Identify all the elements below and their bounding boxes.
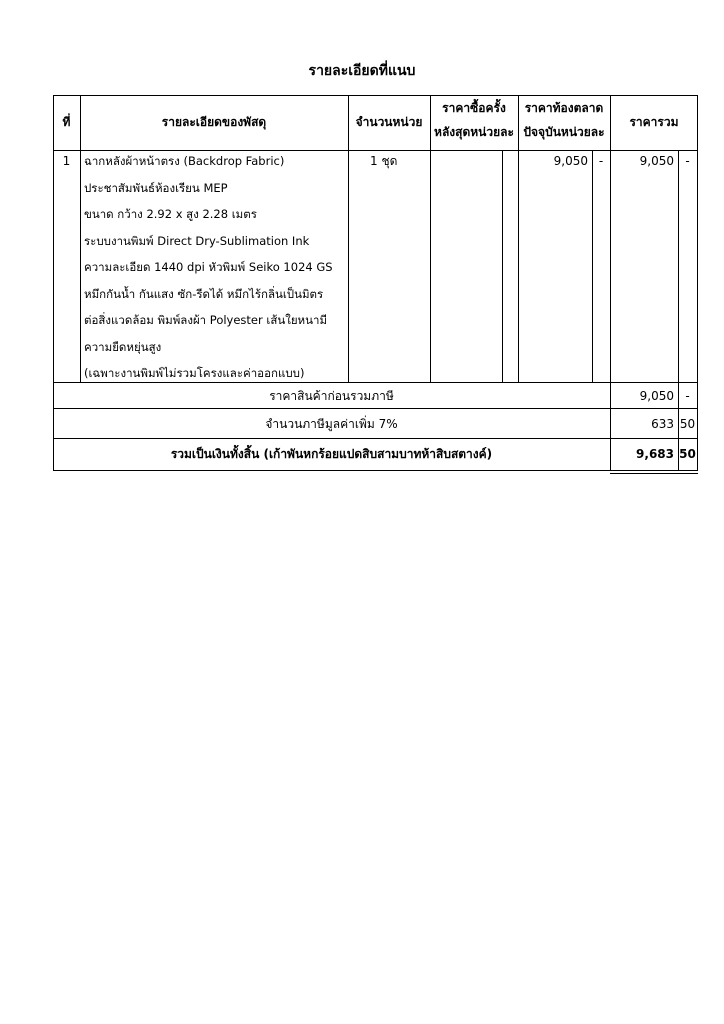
header-bottom-border [53, 150, 698, 151]
row-total-baht: 9,050 [639, 154, 674, 168]
vat-row-border [53, 438, 698, 439]
market-price-satang-divider [592, 150, 593, 383]
description-line: ประชาสัมพันธ์ห้องเรียน MEP [84, 180, 228, 195]
header-total: ราคารวม [629, 115, 679, 129]
col-divider-no [80, 95, 81, 383]
description-line: ความละเอียด 1440 dpi หัวพิมพ์ Seiko 1024 GS [84, 260, 333, 274]
grand-total-baht: 9,683 [636, 447, 674, 461]
header-no: ที่ [62, 115, 71, 129]
description-line: ระบบงานพิมพ์ Direct Dry-Sublimation Ink [84, 233, 310, 248]
description-line: (เฉพาะงานพิมพ์ไม่รวมโครงและค่าออกแบบ) [84, 366, 305, 380]
table-border-bottom [53, 470, 698, 471]
row-market-price-baht: 9,050 [553, 154, 588, 168]
table-border-left [53, 95, 54, 471]
description-line: ความยืดหยุ่นสูง [84, 339, 162, 354]
items-table [53, 95, 698, 470]
header-description: รายละเอียดของพัสดุ [161, 115, 267, 129]
table-border-top [53, 95, 698, 96]
col-divider-market-price [610, 95, 611, 471]
double-underline [610, 473, 698, 474]
document-title: รายละเอียดที่แนบ [308, 63, 416, 79]
header-last-price-line2: หลังสุดหน่วยละ [434, 125, 514, 139]
header-quantity: จำนวนหน่วย [355, 115, 423, 129]
subtotal-satang: - [685, 389, 690, 403]
description-line: ขนาด กว้าง 2.92 x สูง 2.28 เมตร [84, 207, 257, 221]
table-border-right [697, 95, 698, 471]
header-last-price-line1: ราคาซื้อครั้ง [442, 101, 506, 115]
grand-total-label: รวมเป็นเงินทั้งสิ้น (เก้าพันหกร้อยแปดสิบสามบาทห้าสิบสตางค์) [170, 447, 493, 461]
subtotal-baht: 9,050 [639, 389, 674, 403]
row-quantity: 1 ชุด [370, 154, 398, 168]
header-market-price-line1: ราคาท้องตลาด [524, 101, 604, 115]
vat-satang: 50 [679, 417, 696, 431]
subtotal-row-border [53, 408, 698, 409]
vat-label: จำนวนภาษีมูลค่าเพิ่ม 7% [265, 417, 398, 431]
subtotal-label: ราคาสินค้าก่อนรวมภาษี [269, 389, 394, 403]
description-line: ฉากหลังผ้าหน้าตรง (Backdrop Fabric) [84, 154, 285, 168]
row-total-satang: - [685, 154, 690, 168]
header-market-price-line2: ปัจจุบันหน่วยละ [523, 125, 605, 139]
last-price-satang-divider [502, 150, 503, 383]
row-no: 1 [62, 154, 71, 168]
row-description [84, 154, 349, 393]
description-line: หมึกกันน้ำ กันแสง ซัก-รีดได้ หมึกไร้กลิ่นเป็นมิตร [84, 286, 324, 301]
description-line: ต่อสิ่งแวดล้อม พิมพ์ลงผ้า Polyester เส้นใยหนามี [84, 313, 328, 327]
row-market-price-satang: - [598, 154, 604, 168]
grand-total-satang: 50 [679, 447, 696, 461]
vat-baht: 633 [651, 417, 674, 431]
